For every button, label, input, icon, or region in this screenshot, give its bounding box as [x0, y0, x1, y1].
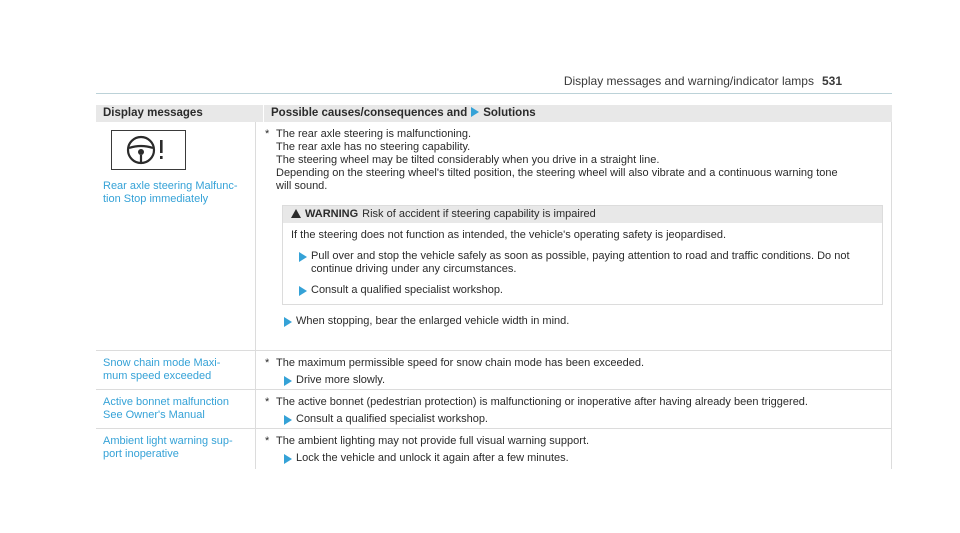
message-text: Rear axle steering Malfunc-tion Stop immediately: [103, 180, 238, 205]
triangle-arrow-icon: [299, 286, 307, 296]
message-text: Snow chain mode Maxi-mum speed exceeded: [103, 357, 221, 382]
causes-cell: [256, 122, 892, 350]
warning-triangle-icon: [291, 209, 301, 218]
warning-label: WARNING: [305, 208, 359, 220]
message-cell: [96, 122, 256, 350]
warning-action-item: [291, 284, 874, 297]
page-number: 531: [821, 74, 842, 88]
triangle-arrow-icon: [299, 252, 307, 262]
bullet-star: *: [265, 435, 270, 447]
action-item: [276, 452, 891, 465]
action-text: Consult a qualified specialist workshop.: [296, 413, 488, 425]
causes-cell: [256, 429, 892, 469]
page-header: [564, 74, 842, 88]
bullet-star: *: [265, 396, 270, 408]
warning-body: [283, 223, 882, 304]
action-text: When stopping, bear the enlarged vehicle width in mind.: [296, 315, 570, 327]
triangle-arrow-icon: [284, 376, 292, 386]
action-item: [276, 315, 891, 328]
cause-text: The steering wheel may be tilted considerably when you drive in a straight line.: [276, 154, 660, 166]
col-header-causes: [263, 105, 892, 122]
col-header-solutions-label: Solutions: [483, 107, 536, 119]
warning-text: If the steering does not function as intended, the vehicle's operating safety is jeopardised.: [291, 229, 727, 241]
cause-text: The rear axle has no steering capability.: [276, 141, 471, 153]
warning-box: [282, 205, 883, 305]
warning-header: [283, 206, 882, 223]
action-item: [276, 413, 891, 426]
steering-wheel-exclamation-icon: [111, 130, 186, 170]
table-row: [96, 390, 892, 429]
cause-text: The rear axle steering is malfunctioning.: [276, 128, 472, 140]
action-item: [276, 374, 891, 387]
message-cell: [96, 429, 256, 469]
triangle-arrow-icon: [284, 454, 292, 464]
cause-text: Depending on the steering wheel's tilted position, the steering wheel will also vibrate and a continuous warning tone will sound.: [276, 167, 838, 192]
message-cell: [96, 351, 256, 389]
triangle-arrow-icon: [471, 107, 479, 117]
cause-text: The maximum permissible speed for snow chain mode has been exceeded.: [276, 357, 645, 369]
causes-cell: [256, 390, 892, 428]
table-row: [96, 351, 892, 390]
causes-cell: [256, 351, 892, 389]
warning-action-text: Consult a qualified specialist workshop.: [311, 284, 503, 296]
table-row: [96, 122, 892, 351]
message-text: Ambient light warning sup-port inoperative: [103, 435, 233, 460]
bullet-star: *: [265, 357, 270, 369]
action-text: Drive more slowly.: [296, 374, 386, 386]
cause-text: The ambient lighting may not provide full visual warning support.: [276, 435, 590, 447]
warning-title: Risk of accident if steering capability is impaired: [362, 208, 596, 220]
header-rule: [96, 93, 892, 94]
message-cell: [96, 390, 256, 428]
triangle-arrow-icon: [284, 317, 292, 327]
table-row: [96, 429, 892, 469]
col-header-causes-label: Possible causes/consequences and: [271, 107, 468, 119]
warning-action-item: [291, 250, 874, 276]
header-title: Display messages and warning/indicator lamps: [563, 74, 814, 88]
table-header: [96, 105, 892, 122]
triangle-arrow-icon: [284, 415, 292, 425]
col-header-display-messages: Display messages: [103, 107, 203, 119]
message-text: Active bonnet malfunction See Owner's Manual: [103, 396, 229, 421]
display-messages-table: [96, 105, 892, 469]
cause-text: The active bonnet (pedestrian protection) is malfunctioning or inoperative after having already been triggered.: [276, 396, 808, 408]
warning-action-text: Pull over and stop the vehicle safely as soon as possible, paying attention to road and traffic conditions. Do not continue driving under any circumstances.: [311, 250, 850, 275]
action-text: Lock the vehicle and unlock it again after a few minutes.: [296, 452, 569, 464]
bullet-star: *: [265, 128, 270, 140]
